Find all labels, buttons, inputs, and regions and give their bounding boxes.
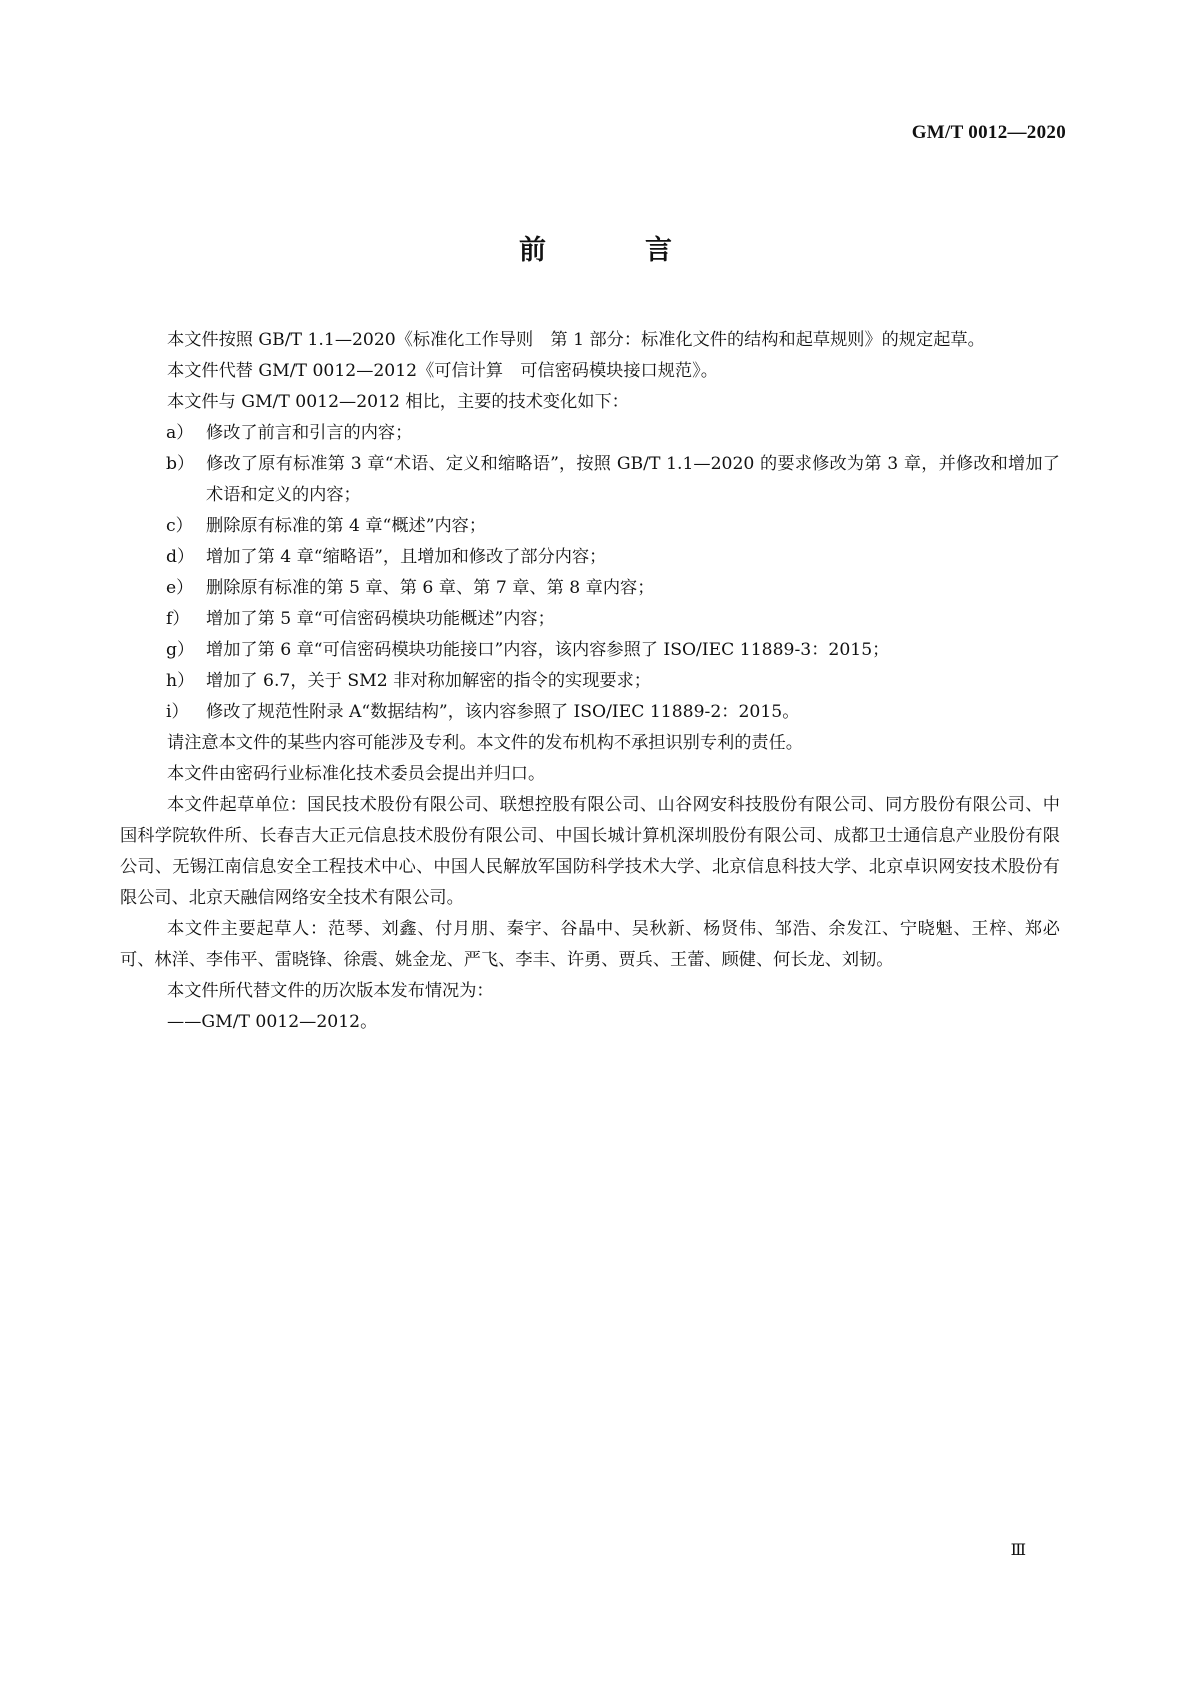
change-item	[120, 666, 1060, 697]
change-label: f）	[166, 609, 190, 629]
paragraph-history-intro: 本文件所代替文件的历次版本发布情况为：	[167, 981, 494, 1001]
history-item: ——GM/T 0012—2012。	[167, 1012, 378, 1032]
change-item	[120, 542, 1060, 573]
paragraph-proposer: 本文件由密码行业标准化技术委员会提出并归口。	[167, 764, 546, 784]
paragraph-changes-intro: 本文件与 GM/T 0012—2012 相比，主要的技术变化如下：	[167, 392, 629, 412]
foreword-body	[120, 325, 1060, 1038]
change-item	[120, 604, 1060, 635]
change-label: e）	[166, 578, 194, 598]
change-item	[120, 635, 1060, 666]
change-text: 增加了第 6 章“可信密码模块功能接口”内容，该内容参照了 ISO/IEC 11889-3：2015；	[206, 640, 890, 660]
page-title: 前 言	[519, 235, 708, 266]
change-item	[120, 573, 1060, 604]
paragraph-drafting-units: 本文件起草单位：国民技术股份有限公司、联想控股有限公司、山谷网安科技股份有限公司、同方股份有限公司、中国科学院软件所、长春吉大正元信息技术股份有限公司、中国长城计算机深圳股份有限公司、成都卫士通信息产业股份有限公司、无锡江南信息安全工程技术中心、中国人民解放军国防科学技术大学、北京信息科技大学、北京卓识网安技术股份有限公司、北京天融信网络安全技术有限公司。	[120, 795, 1060, 908]
change-text: 删除原有标准的第 4 章“概述”内容；	[206, 516, 487, 536]
page-number: Ⅲ	[1010, 1542, 1026, 1559]
standard-code: GM/T 0012—2020	[911, 122, 1066, 143]
paragraph-patent-notice: 请注意本文件的某些内容可能涉及专利。本文件的发布机构不承担识别专利的责任。	[167, 733, 803, 753]
change-item	[120, 511, 1060, 542]
change-item	[120, 697, 1060, 728]
change-label: i）	[166, 702, 189, 722]
change-text: 增加了第 4 章“缩略语”，且增加和修改了部分内容；	[206, 547, 607, 567]
paragraph-replaces: 本文件代替 GM/T 0012—2012《可信计算 可信密码模块接口规范》。	[167, 361, 718, 381]
change-label: h）	[166, 671, 195, 691]
change-label: a）	[166, 423, 194, 443]
change-text: 修改了前言和引言的内容；	[206, 423, 413, 443]
change-text: 删除原有标准的第 5 章、第 6 章、第 7 章、第 8 章内容；	[206, 578, 655, 598]
change-text: 增加了 6.7，关于 SM2 非对称加解密的指令的实现要求；	[206, 671, 651, 691]
change-text: 修改了规范性附录 A“数据结构”，该内容参照了 ISO/IEC 11889-2：2015。	[206, 702, 800, 722]
paragraph-drafting-rules: 本文件按照 GB/T 1.1—2020《标准化工作导则 第 1 部分：标准化文件的结构和起草规则》的规定起草。	[167, 330, 985, 350]
change-item	[120, 449, 1060, 511]
change-text: 增加了第 5 章“可信密码模块功能概述”内容；	[206, 609, 555, 629]
change-label: d）	[166, 547, 195, 567]
change-label: g）	[166, 640, 195, 660]
paragraph-drafters: 本文件主要起草人：范琴、刘鑫、付月朋、秦宇、谷晶中、吴秋新、杨贤伟、邹浩、余发江、宁晓魁、王梓、郑必可、林洋、李伟平、雷晓锋、徐震、姚金龙、严飞、李丰、许勇、贾兵、王蕾、顾健、何长龙、刘韧。	[120, 919, 1060, 970]
change-text: 修改了原有标准第 3 章“术语、定义和缩略语”，按照 GB/T 1.1—2020 的要求修改为第 3 章，并修改和增加了术语和定义的内容；	[206, 454, 1060, 505]
change-label: b）	[166, 454, 195, 474]
change-item	[120, 418, 1060, 449]
change-label: c）	[166, 516, 193, 536]
